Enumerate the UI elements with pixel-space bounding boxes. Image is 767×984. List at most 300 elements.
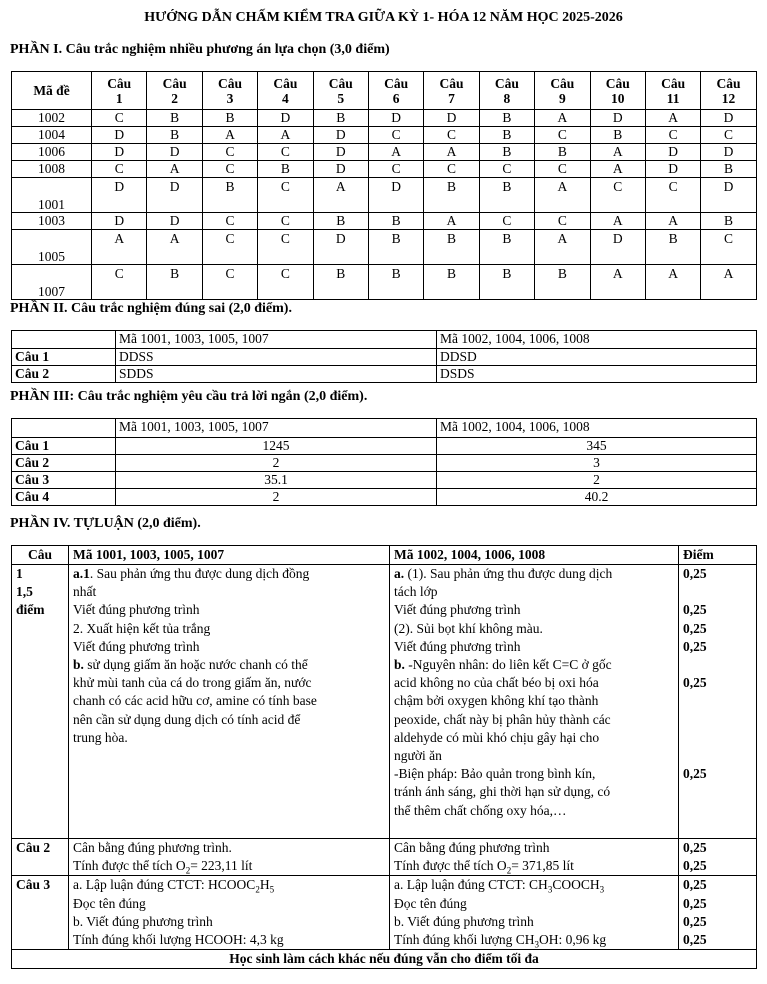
- answer-cell: C: [424, 127, 479, 144]
- document-title: HƯỚNG DẪN CHẤM KIỂM TRA GIỮA KỲ 1- HÓA 12 NĂM HỌC 2025-2026: [144, 10, 623, 25]
- answer-cell: C: [645, 178, 700, 213]
- part4-col-cau: Câu: [12, 546, 69, 565]
- question-word: Câu: [605, 75, 630, 91]
- question-word: Câu: [273, 75, 298, 91]
- answer-cell: C: [479, 213, 534, 230]
- q1-line-text: Viết đúng phương trình: [394, 602, 521, 618]
- answer-cell: D: [590, 110, 645, 127]
- part3-empty-cell: [12, 419, 116, 438]
- question-word: Câu: [217, 75, 242, 91]
- part3-row: [12, 472, 757, 489]
- q1-line-text: Viết đúng phương trình: [73, 638, 200, 654]
- answer-cell: B: [368, 213, 423, 230]
- q1-line-text: (1). Sau phản ứng thu được dung dịch: [404, 566, 613, 581]
- answer-cell: C: [258, 213, 313, 230]
- answer-cell: C: [701, 230, 756, 265]
- part2-row-label: Câu 1: [12, 349, 116, 366]
- q1-score: [683, 583, 752, 601]
- answer-cell: D: [313, 144, 368, 161]
- part4-col-a: Mã 1001, 1003, 1005, 1007: [69, 546, 390, 565]
- q1-line-text: 2. Xuất hiện kết tủa trắng: [73, 620, 211, 636]
- part3-answer-b: 345: [437, 438, 757, 455]
- answer-cell: B: [258, 161, 313, 178]
- part3-answer-a: 1245: [116, 438, 437, 455]
- question-word: Câu: [162, 75, 187, 91]
- answer-cell: B: [368, 265, 423, 300]
- part4-heading: PHẦN IV. TỰLUẬN (2,0 điểm).: [10, 516, 201, 531]
- answer-row: [12, 144, 757, 161]
- part3-row-label: Câu 1: [12, 438, 116, 455]
- question-header: [535, 72, 590, 110]
- answer-cell: D: [92, 127, 147, 144]
- part3-row-label: Câu 2: [12, 455, 116, 472]
- answer-cell: D: [701, 110, 756, 127]
- q3-b-line: [394, 931, 674, 949]
- question-header: [590, 72, 645, 110]
- answer-cell: B: [479, 144, 534, 161]
- q3-b-line: b. Viết đúng phương trình: [394, 913, 534, 929]
- question-word: Câu: [661, 75, 686, 91]
- q1-line-text: chanh có các acid hữu cơ, amine có tính base: [73, 693, 317, 709]
- q1-label-unit: điểm: [16, 602, 45, 618]
- q1-line: [394, 711, 674, 729]
- answer-cell: A: [590, 213, 645, 230]
- answer-cell: C: [202, 230, 257, 265]
- q1-line-text: . Sau phản ứng thu được dung dịch đồng: [89, 566, 310, 581]
- q1-line: [394, 620, 674, 638]
- q3-score: 0,25: [683, 877, 707, 893]
- answer-cell: D: [590, 230, 645, 265]
- q1-line-text: peoxide, chất này bị phân hủy thành các: [394, 711, 611, 727]
- question-header: [424, 72, 479, 110]
- answer-cell: B: [368, 230, 423, 265]
- q3-b-sub: 3: [534, 939, 539, 950]
- answer-cell: A: [313, 178, 368, 213]
- answer-cell: A: [202, 127, 257, 144]
- part1-heading: PHẦN I. Câu trắc nghiệm nhiều phương án lựa chọn (3,0 điểm): [10, 42, 390, 57]
- answer-cell: C: [368, 161, 423, 178]
- q3-score: 0,25: [683, 932, 707, 948]
- part3-col-b: Mã 1002, 1004, 1006, 1008: [437, 419, 757, 438]
- q1-line-text: tách lớp: [394, 584, 438, 600]
- question-word: Câu: [107, 75, 132, 91]
- answer-cell: D: [147, 144, 202, 161]
- question-header: [645, 72, 700, 110]
- part3-answer-b: 2: [437, 472, 757, 489]
- q1-line-marker: b.: [394, 657, 405, 673]
- q1-line: [394, 783, 674, 801]
- answer-cell: A: [645, 110, 700, 127]
- answer-row: [12, 178, 757, 213]
- answer-cell: C: [535, 161, 590, 178]
- q3-b-sub: 3: [599, 885, 605, 896]
- part3-row: [12, 438, 757, 455]
- q1-line: [394, 729, 674, 747]
- q1-line: [73, 711, 385, 729]
- answer-cell: A: [645, 213, 700, 230]
- q1-line: [73, 729, 385, 747]
- answer-row: [12, 110, 757, 127]
- part1-header-row: [12, 72, 757, 110]
- q1-line: [394, 638, 674, 656]
- answer-cell: B: [313, 265, 368, 300]
- answer-cell: C: [202, 213, 257, 230]
- answer-cell: B: [701, 161, 756, 178]
- answer-cell: C: [92, 265, 147, 300]
- answer-cell: A: [590, 265, 645, 300]
- question-header: [147, 72, 202, 110]
- answer-cell: B: [479, 127, 534, 144]
- answer-cell: C: [645, 127, 700, 144]
- answer-cell: B: [313, 110, 368, 127]
- part2-row-label: Câu 2: [12, 366, 116, 383]
- part4-q2-label: Câu 2: [12, 839, 69, 876]
- answer-cell: A: [92, 230, 147, 265]
- answer-cell: B: [147, 127, 202, 144]
- q1-line-text: Viết đúng phương trình: [73, 602, 200, 618]
- question-number: 2: [171, 90, 178, 106]
- answer-cell: D: [147, 213, 202, 230]
- question-number: 10: [610, 90, 625, 106]
- question-header: [368, 72, 423, 110]
- q2-a-sub: 2: [185, 865, 191, 876]
- question-number: 11: [666, 90, 680, 106]
- part4-q1-scores: [679, 565, 757, 839]
- answer-cell: B: [202, 110, 257, 127]
- answer-cell: D: [368, 110, 423, 127]
- answer-cell: D: [92, 213, 147, 230]
- answer-cell: B: [701, 213, 756, 230]
- part4-footer-row: [12, 950, 757, 969]
- q2-b-text: Tính được thể tích O: [394, 858, 507, 874]
- part4-q3-row: [12, 876, 757, 950]
- answer-cell: D: [645, 161, 700, 178]
- answer-cell: D: [92, 178, 147, 213]
- answer-cell: D: [645, 144, 700, 161]
- part2-heading: PHẦN II. Câu trắc nghiệm đúng sai (2,0 điểm).: [10, 301, 292, 316]
- question-header: [202, 72, 257, 110]
- part4-q1-answer-b: [390, 565, 679, 839]
- q1-line: [73, 583, 385, 601]
- answer-cell: C: [258, 265, 313, 300]
- answer-cell: A: [590, 161, 645, 178]
- part2-col-b: Mã 1002, 1004, 1006, 1008: [437, 331, 757, 349]
- answer-cell: C: [535, 213, 590, 230]
- q1-score: [683, 747, 752, 765]
- q3-a-sub: 5: [269, 885, 275, 896]
- part3-row-label: Câu 4: [12, 489, 116, 506]
- q3-a-line: Tính đúng khối lượng HCOOH: 4,3 kg: [73, 932, 284, 948]
- q1-line-text: acid không no của chất béo bị oxi hóa: [394, 675, 599, 691]
- answer-cell: D: [147, 178, 202, 213]
- q1-line-text: người ăn: [394, 748, 442, 764]
- answer-row: [12, 161, 757, 178]
- q1-line-text: nên cần sử dụng dung dịch có tính acid để: [73, 711, 301, 727]
- q3-b-text: Tính đúng khối lượng CH: [394, 932, 535, 948]
- answer-cell: A: [368, 144, 423, 161]
- answer-cell: D: [92, 144, 147, 161]
- part2-answer-a: DDSS: [116, 349, 437, 366]
- q1-line-text: -Nguyên nhân: do liên kết C=C ở gốc: [404, 657, 612, 673]
- answer-cell: C: [590, 178, 645, 213]
- exam-code: 1008: [12, 161, 92, 178]
- answer-cell: B: [479, 110, 534, 127]
- q1-line: [73, 692, 385, 710]
- answer-cell: D: [424, 110, 479, 127]
- q2-score: 0,25: [683, 840, 707, 855]
- q1-score: 0,25: [683, 638, 707, 654]
- part4-q2-answer-b: [390, 839, 679, 876]
- q1-line: [394, 747, 674, 765]
- answer-cell: A: [645, 265, 700, 300]
- answer-cell: C: [258, 144, 313, 161]
- question-header: [313, 72, 368, 110]
- q1-line: [394, 583, 674, 601]
- q2-a-line: Cân bằng đúng phương trình.: [73, 840, 232, 855]
- question-header: [479, 72, 534, 110]
- answer-row: [12, 230, 757, 265]
- q3-a-line: b. Viết đúng phương trình: [73, 913, 213, 929]
- question-word: Câu: [384, 75, 409, 91]
- answer-cell: B: [147, 110, 202, 127]
- part2-answer-b: DSDS: [437, 366, 757, 383]
- q1-line: [73, 656, 385, 674]
- q1-line: [394, 565, 674, 583]
- q1-line-text: nhất: [73, 584, 97, 600]
- q1-line-text: (2). Sủi bọt khí không màu.: [394, 620, 543, 636]
- q3-a-text: H: [259, 877, 270, 893]
- part3-answer-b: 3: [437, 455, 757, 472]
- q2-b-line: [394, 857, 674, 875]
- part3-heading: PHẦN III: Câu trắc nghiệm yêu cầu trả lời ngắn (2,0 điểm).: [10, 389, 368, 404]
- part3-answer-a: 2: [116, 455, 437, 472]
- q1-line: [73, 620, 385, 638]
- answer-cell: C: [202, 265, 257, 300]
- answer-cell: B: [535, 265, 590, 300]
- part4-q2-row: [12, 839, 757, 876]
- code-header: Mã đề: [12, 72, 92, 110]
- question-number: 7: [448, 90, 455, 106]
- q2-b-sub: 2: [506, 865, 512, 876]
- q3-b-line: Đọc tên đúng: [394, 895, 467, 911]
- question-number: 3: [226, 90, 234, 106]
- answer-cell: B: [535, 144, 590, 161]
- answer-cell: D: [258, 110, 313, 127]
- q1-line-text: Viết đúng phương trình: [394, 638, 521, 654]
- question-number: 12: [721, 90, 736, 106]
- question-number: 9: [558, 90, 566, 106]
- part3-answer-a: 2: [116, 489, 437, 506]
- part4-col-diem: Điểm: [679, 546, 757, 565]
- q1-line-marker: a.1: [73, 566, 90, 581]
- q1-score: 0,25: [683, 566, 707, 581]
- exam-code: 1002: [12, 110, 92, 127]
- part4-q3-label: Câu 3: [12, 876, 69, 950]
- answer-cell: D: [313, 127, 368, 144]
- answer-cell: B: [479, 230, 534, 265]
- answer-cell: B: [479, 265, 534, 300]
- answer-cell: A: [701, 265, 756, 300]
- answer-cell: C: [202, 144, 257, 161]
- question-number: 8: [503, 90, 511, 106]
- answer-cell: D: [368, 178, 423, 213]
- q3-score: 0,25: [683, 895, 707, 911]
- part2-table: [11, 330, 757, 383]
- q1-line-text: chậm bởi oxygen không khí tạo thành: [394, 693, 599, 709]
- exam-code: 1001: [12, 178, 92, 213]
- question-header: [258, 72, 313, 110]
- answer-cell: B: [424, 230, 479, 265]
- q1-line-text: khử mùi tanh của cá do trong giấm ăn, nước: [73, 675, 312, 691]
- part1-answer-table: [11, 71, 757, 300]
- q1-score: 0,25: [683, 602, 707, 618]
- exam-code: 1003: [12, 213, 92, 230]
- exam-code: 1007: [12, 265, 92, 300]
- part4-q3-answer-b: [390, 876, 679, 950]
- part4-q1-row: [12, 565, 757, 839]
- exam-code: 1005: [12, 230, 92, 265]
- answer-cell: D: [313, 161, 368, 178]
- answer-cell: B: [147, 265, 202, 300]
- q1-line: [394, 802, 674, 820]
- answer-cell: D: [701, 178, 756, 213]
- answer-cell: C: [368, 127, 423, 144]
- part3-col-a: Mã 1001, 1003, 1005, 1007: [116, 419, 437, 438]
- part4-footer-note: Học sinh làm cách khác nếu đúng vẫn cho điểm tối đa: [12, 950, 757, 969]
- q1-line-text: sử dụng giấm ăn hoặc nước chanh có thể: [83, 657, 308, 673]
- answer-cell: D: [701, 144, 756, 161]
- question-number: 4: [281, 90, 289, 106]
- q2-b-value: = 371,85 lít: [511, 858, 574, 874]
- q1-score: [683, 656, 752, 674]
- q3-a-sub: 2: [255, 885, 260, 896]
- answer-cell: A: [147, 230, 202, 265]
- question-word: Câu: [716, 75, 741, 91]
- part2-row: [12, 366, 757, 383]
- answer-cell: C: [535, 127, 590, 144]
- part4-q2-scores: [679, 839, 757, 876]
- q1-line: [73, 638, 385, 656]
- answer-cell: B: [424, 178, 479, 213]
- answer-cell: A: [147, 161, 202, 178]
- part2-row: [12, 349, 757, 366]
- answer-cell: C: [258, 230, 313, 265]
- part4-q2-answer-a: [69, 839, 390, 876]
- answer-cell: D: [313, 230, 368, 265]
- q2-a-line: [73, 857, 385, 875]
- q1-line: [394, 656, 674, 674]
- part3-table: [11, 418, 757, 506]
- q1-score: [683, 729, 752, 747]
- part3-row: [12, 455, 757, 472]
- answer-cell: C: [92, 110, 147, 127]
- q1-line-text: thể thêm chất chống oxy hóa,…: [394, 802, 567, 818]
- exam-code: 1006: [12, 144, 92, 161]
- answer-cell: B: [313, 213, 368, 230]
- q1-score: 0,25: [683, 620, 707, 636]
- answer-cell: C: [202, 161, 257, 178]
- q1-line: [394, 765, 674, 783]
- q2-b-line: Cân bằng đúng phương trình: [394, 840, 550, 855]
- answer-cell: C: [424, 161, 479, 178]
- q1-score: [683, 692, 752, 710]
- part4-q1-label: [12, 565, 69, 839]
- q1-line: [394, 601, 674, 619]
- answer-cell: C: [92, 161, 147, 178]
- q2-a-text: Tính được thể tích O: [73, 858, 186, 874]
- q2-a-value: = 223,11 lít: [190, 858, 253, 874]
- q1-line-marker: b.: [73, 657, 84, 673]
- answer-cell: B: [479, 178, 534, 213]
- q1-label-points: 1,5: [16, 584, 33, 600]
- part4-q3-answer-a: [69, 876, 390, 950]
- answer-cell: B: [424, 265, 479, 300]
- q1-line: [394, 692, 674, 710]
- q1-line-marker: a.: [394, 566, 405, 581]
- answer-cell: A: [535, 230, 590, 265]
- part4-table: [11, 545, 757, 969]
- part2-answer-a: SDDS: [116, 366, 437, 383]
- q3-b-value: OH: 0,96 kg: [538, 932, 607, 948]
- answer-cell: B: [590, 127, 645, 144]
- q1-score: [683, 711, 752, 729]
- q1-score: 0,25: [683, 766, 707, 782]
- q3-b-text: a. Lập luận đúng CTCT: CH: [394, 877, 548, 893]
- answer-row: [12, 213, 757, 230]
- answer-cell: B: [202, 178, 257, 213]
- q3-a-line: [73, 876, 385, 894]
- q3-b-sub: 3: [547, 885, 553, 896]
- q3-b-text: COOCH: [552, 877, 600, 893]
- part4-header-row: [12, 546, 757, 565]
- q3-score: 0,25: [683, 913, 707, 929]
- part2-empty-cell: [12, 331, 116, 349]
- q1-line: [394, 674, 674, 692]
- question-word: Câu: [494, 75, 519, 91]
- part2-answer-b: DDSD: [437, 349, 757, 366]
- question-header: [92, 72, 147, 110]
- question-number: 1: [115, 90, 123, 106]
- q1-line-text: tránh ánh sáng, ghi thời hạn sử dụng, có: [394, 784, 611, 800]
- part3-answer-a: 35.1: [116, 472, 437, 489]
- answer-cell: A: [424, 213, 479, 230]
- question-word: Câu: [550, 75, 575, 91]
- q1-line: [73, 674, 385, 692]
- part3-row-label: Câu 3: [12, 472, 116, 489]
- q3-a-text: a. Lập luận đúng CTCT: HCOOC: [73, 877, 256, 893]
- answer-cell: A: [258, 127, 313, 144]
- q1-label-number: 1: [16, 566, 23, 581]
- answer-cell: C: [258, 178, 313, 213]
- part3-row: [12, 489, 757, 506]
- part3-answer-b: 40.2: [437, 489, 757, 506]
- answer-cell: A: [424, 144, 479, 161]
- question-number: 5: [337, 90, 345, 106]
- q3-a-line: Đọc tên đúng: [73, 895, 146, 911]
- q1-line-text: -Biện pháp: Bảo quản trong bình kín,: [394, 766, 596, 782]
- question-word: Câu: [328, 75, 353, 91]
- answer-row: [12, 127, 757, 144]
- part4-q3-scores: [679, 876, 757, 950]
- q3-b-line: [394, 876, 674, 894]
- q1-line-text: trung hòa.: [73, 729, 128, 745]
- q1-line: [73, 601, 385, 619]
- part4-col-b: Mã 1002, 1004, 1006, 1008: [390, 546, 679, 565]
- part4-q1-answer-a: [69, 565, 390, 839]
- answer-cell: A: [535, 178, 590, 213]
- q2-score: 0,25: [683, 858, 707, 874]
- q1-line-text: aldehyde có mùi khó chịu gây hại cho: [394, 729, 600, 745]
